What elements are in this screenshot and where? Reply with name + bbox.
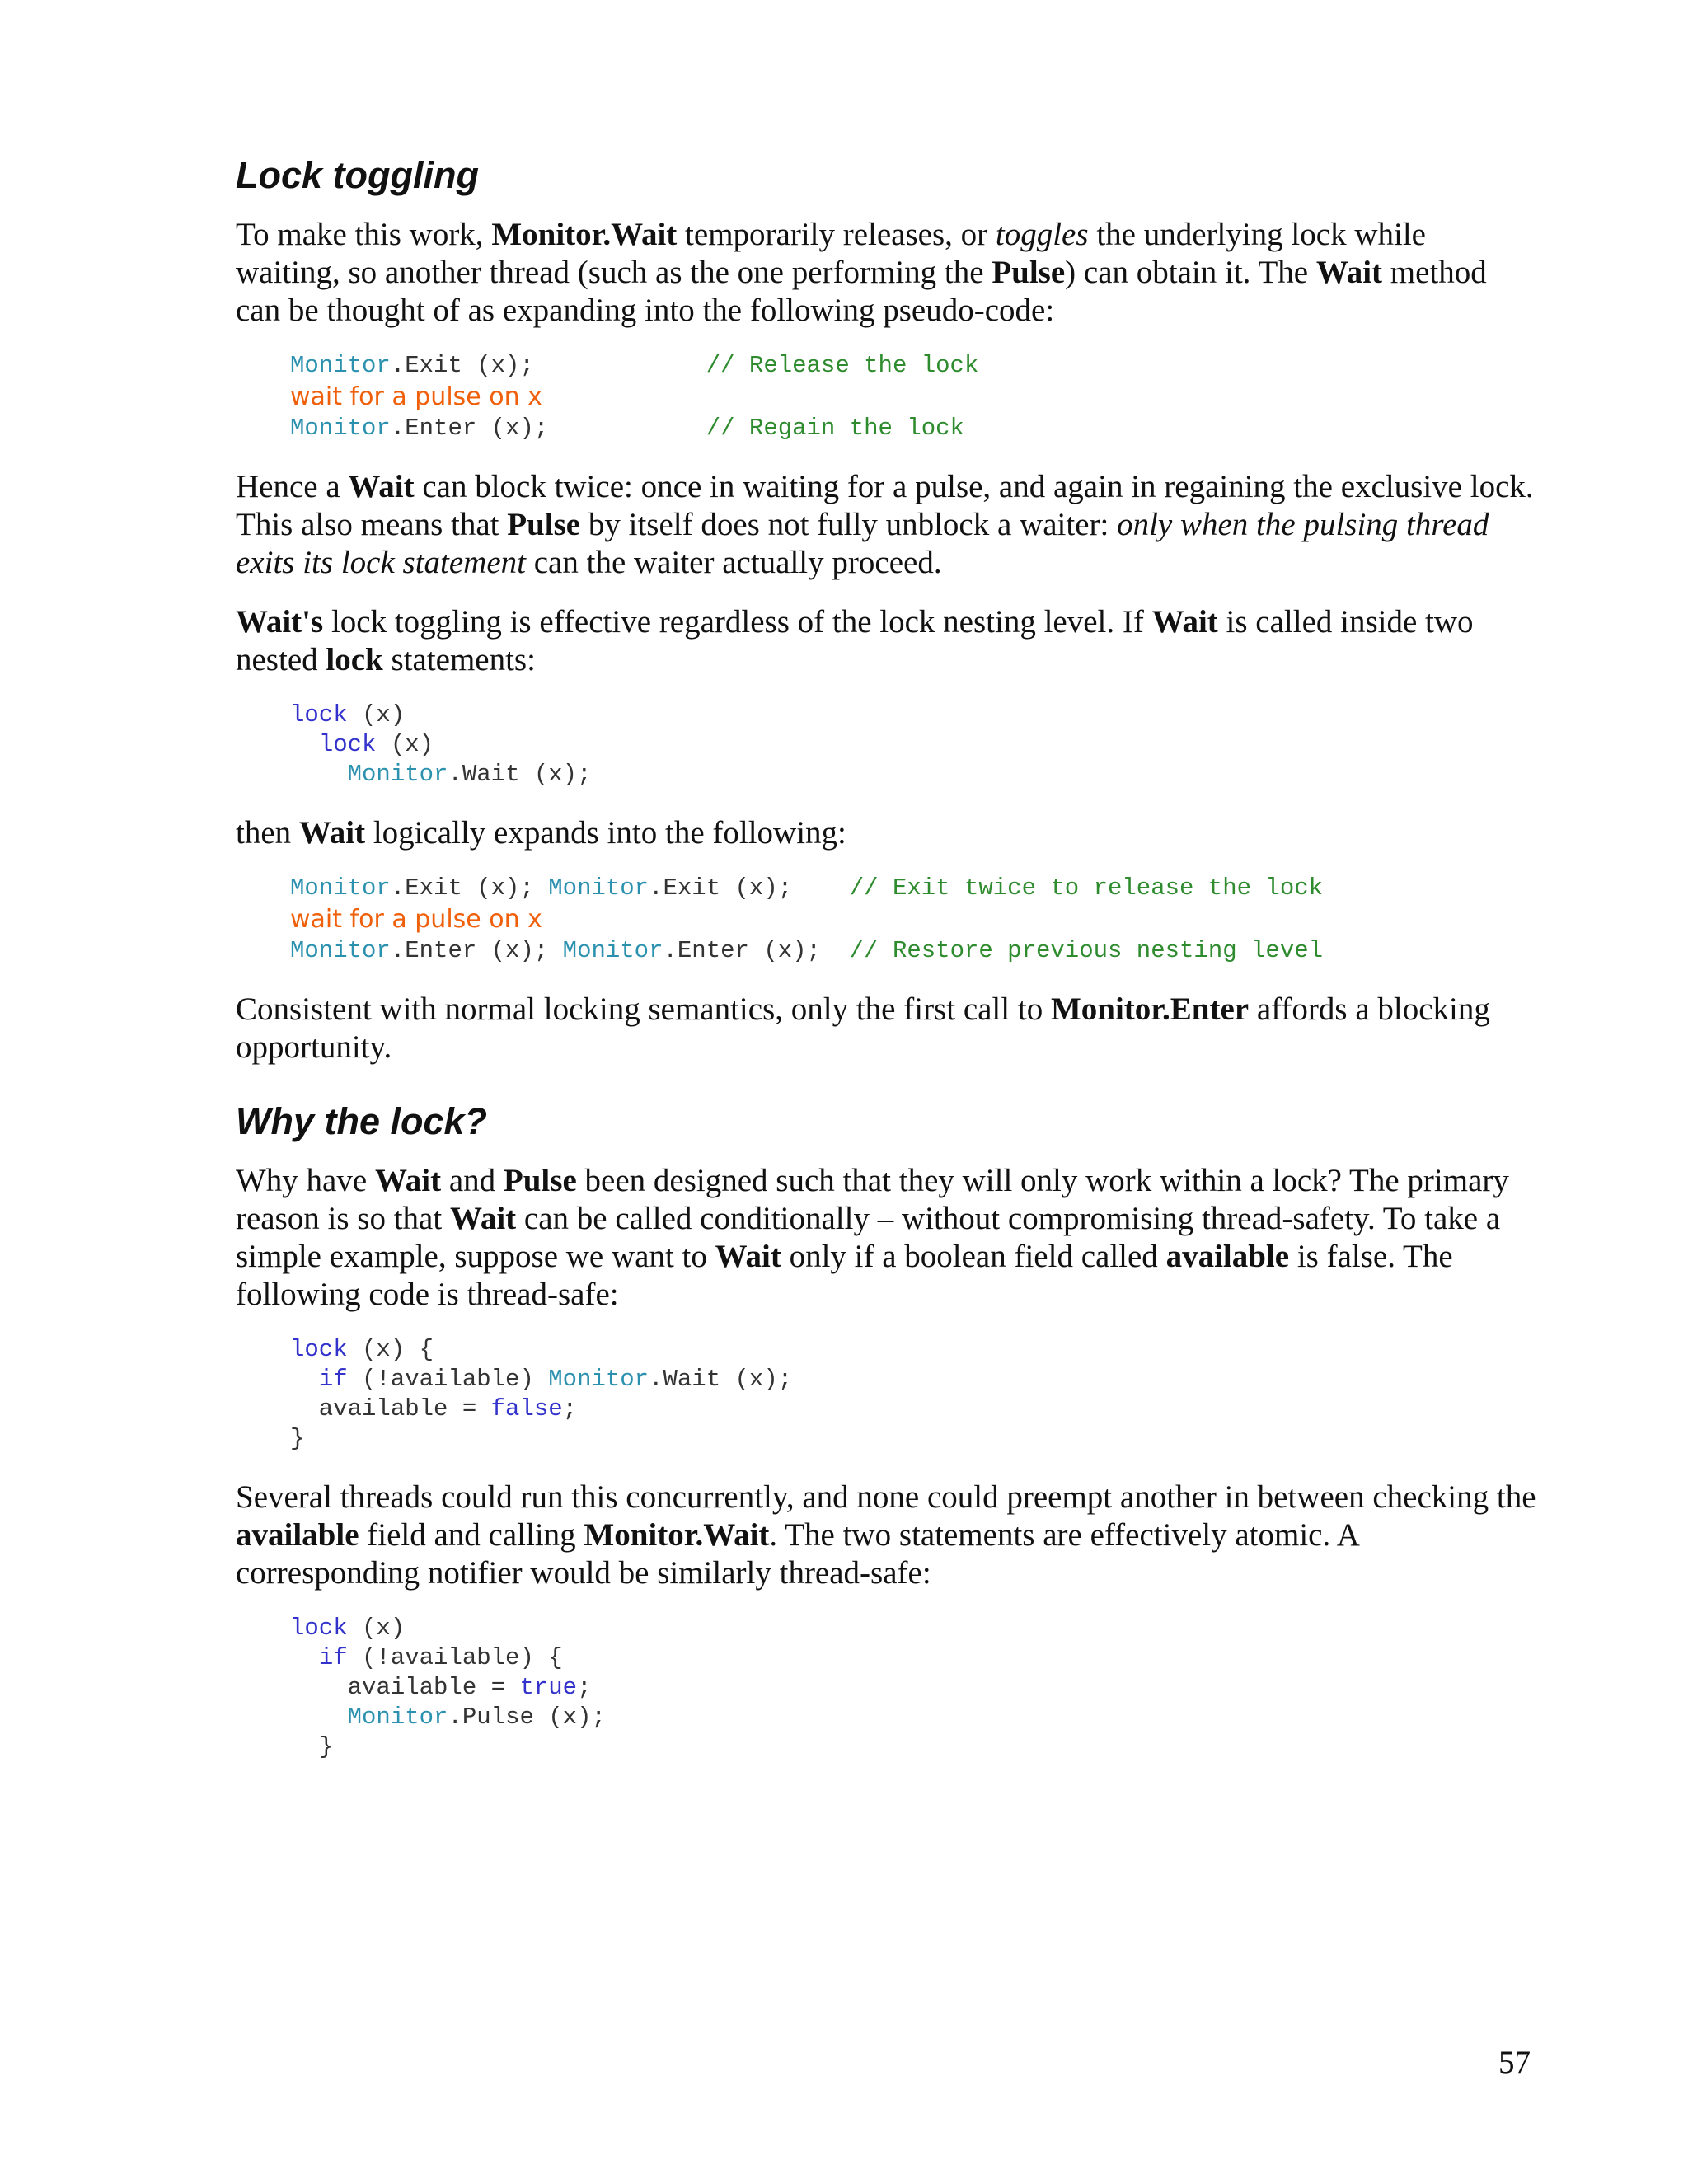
paragraph: Wait's lock toggling is effective regardless of the lock nesting level. If Wait is called inside two nested lock statements: xyxy=(236,604,1474,677)
code-block-conditional-wait xyxy=(290,1335,1538,1454)
paragraph: To make this work, Monitor.Wait temporarily releases, or toggles the underlying lock while waiting, so another thread (such as the one performing the Pulse) can obtain it. The Wait method can be thought of as expanding into the following pseudo-code: xyxy=(236,217,1487,328)
section-heading-lock-toggling: Lock toggling xyxy=(236,154,479,196)
code-line-pseudo: wait for a pulse on x xyxy=(290,382,542,411)
code-line: available = false; xyxy=(290,1395,578,1422)
code-line: lock (x) { xyxy=(290,1336,434,1363)
code-line: } xyxy=(290,1425,305,1452)
code-line: Monitor.Exit (x); // Release the lock xyxy=(290,352,979,379)
code-line: Monitor.Enter (x); Monitor.Enter (x); // Restore previous nesting level xyxy=(290,937,1324,964)
paragraph: then Wait logically expands into the following: xyxy=(236,815,846,851)
code-line: Monitor.Enter (x); // Regain the lock xyxy=(290,415,964,442)
code-line: lock (x) xyxy=(290,701,406,729)
code-line: Monitor.Pulse (x); xyxy=(347,1704,606,1731)
paragraph: Several threads could run this concurrently, and none could preempt another in between checking the available field and calling Monitor.Wait. The two statements are effectively atomic. A corresponding notifier would be similarly thread-safe: xyxy=(236,1479,1536,1591)
code-line-pseudo: wait for a pulse on x xyxy=(290,905,542,934)
code-block-notifier xyxy=(290,1614,1538,1762)
paragraph: Consistent with normal locking semantics, only the first call to Monitor.Enter affords a blocking opportunity. xyxy=(236,991,1490,1065)
page-number: 57 xyxy=(1498,2045,1531,2080)
paragraph: Hence a Wait can block twice: once in waiting for a pulse, and again in regaining the exclusive lock. This also means that Pulse by itself does not fully unblock a waiter: only when the pulsing thread exits its lock statement can the waiter actually proceed. xyxy=(236,469,1534,580)
code-line: if (!available) Monitor.Wait (x); xyxy=(318,1366,793,1393)
paragraph: Why have Wait and Pulse been designed such that they will only work within a lock? The primary reason is so that Wait can be called conditionally – without compromising thread-safety. To take a simple example, suppose we want to Wait only if a boolean field called available is false. The following code is thread-safe: xyxy=(236,1163,1509,1312)
code-block-pseudo-code xyxy=(290,351,1538,443)
code-line: Monitor.Wait (x); xyxy=(347,761,592,788)
section-heading-why-the-lock: Why the lock? xyxy=(236,1100,488,1142)
code-block-expansion xyxy=(290,874,1538,966)
code-line: available = true; xyxy=(290,1674,592,1701)
code-block-nested-lock xyxy=(290,701,1538,790)
text-column xyxy=(236,153,1538,1787)
code-line: lock (x) xyxy=(290,1615,406,1642)
code-line: if (!available) { xyxy=(318,1644,563,1671)
code-line: Monitor.Exit (x); Monitor.Exit (x); // Exit twice to release the lock xyxy=(290,874,1324,902)
code-line: } xyxy=(290,1733,334,1760)
code-line: lock (x) xyxy=(318,731,434,758)
